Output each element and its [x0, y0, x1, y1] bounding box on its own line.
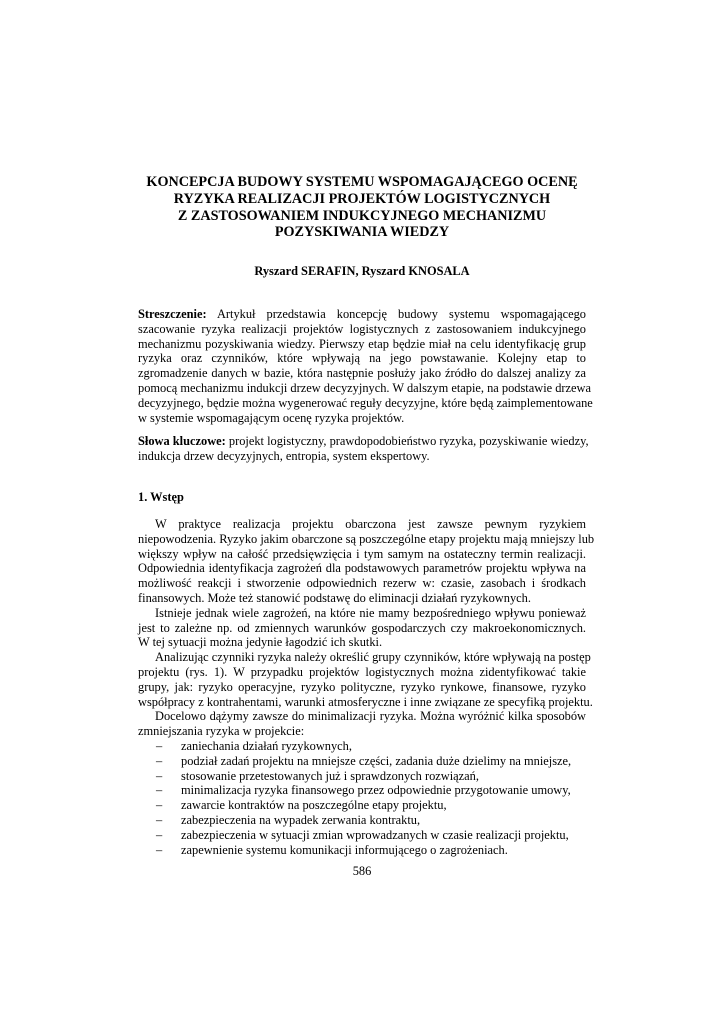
list-item-text: minimalizacja ryzyka finansowego przez odpowiednie przygotowanie umowy,: [181, 783, 571, 798]
list-item: [138, 828, 586, 843]
body-line: Odpowiednia identyfikacja zagrożeń dla podstawowych parametrów projektu wpływa na: [138, 561, 586, 576]
body-line: większy wpływ na całość przedsięwzięcia i tym samym na ostateczny termin realizacji.: [138, 546, 586, 561]
section-heading: 1. Wstęp: [138, 490, 184, 504]
title-line: RYZYKA REALIZACJI PROJEKTÓW LOGISTYCZNYCH: [173, 190, 551, 207]
abstract-line: ryzyka oraz czynników, które wpływają na jego powstawanie. Kolejny etap to: [138, 351, 586, 366]
abstract-line: zgromadzenie danych w bazie, która następnie posłuży jako źródło do dalszej analizy za: [138, 366, 586, 381]
body-line: projektu (rys. 1). W przypadku projektów logistycznych można zidentyfikować takie: [138, 664, 586, 679]
keywords-label: Słowa kluczowe:: [138, 434, 226, 448]
list-item: [138, 769, 586, 784]
body-line: finansowych. Może też stanowić podstawę do eliminacji działań ryzykownych.: [138, 590, 531, 605]
abstract-line: Artykuł przedstawia koncepcję budowy systemu wspomagającego: [216, 307, 586, 321]
abstract: [138, 307, 593, 425]
dash-bullet: –: [156, 738, 163, 753]
body-line: W tej sytuacji można jedynie łagodzić ich skutki.: [138, 635, 383, 650]
abstract-label: Streszczenie:: [138, 307, 207, 321]
list-item-text: zapewnienie systemu komunikacji informującego o zagrożeniach.: [181, 842, 508, 857]
list-item-text: zawarcie kontraktów na poszczególne etapy projektu,: [181, 798, 447, 813]
body-line: możliwość reakcji i stworzenie odpowiednich rezerw w: czasie, zasobach i środkach: [138, 576, 586, 591]
paper-title: [100, 174, 624, 241]
list-item-text: zaniechania działań ryzykownych,: [181, 738, 352, 753]
body-line: Analizując czynniki ryzyka należy określić grupy czynników, które wpływają na postęp: [155, 650, 591, 665]
list-item-text: podział zadań projektu na mniejsze części, zadania duże dzielimy na mniejsze,: [181, 753, 572, 768]
title-line: Z ZASTOSOWANIEM INDUKCYJNEGO MECHANIZMU: [177, 207, 547, 224]
dash-bullet: –: [156, 812, 163, 827]
body-line: jest to zależne np. od zmiennych warunków gospodarczych czy makroekonomicznych.: [138, 620, 586, 635]
dash-bullet: –: [156, 753, 163, 768]
list-item-text: zabezpieczenia w sytuacji zmian wprowadzanych w czasie realizacji projektu,: [181, 827, 569, 842]
dash-bullet: –: [156, 768, 163, 783]
list-item-text: zabezpieczenia na wypadek zerwania kontraktu,: [181, 812, 421, 827]
page-number: 586: [352, 864, 372, 878]
list-item: [138, 843, 586, 858]
list-item: [138, 754, 586, 769]
abstract-line: decyzyjnego, będzie można wygenerować reguły decyzyjne, które będą zaimplementowane: [138, 395, 593, 410]
abstract-line-first: [138, 307, 586, 322]
title-line: KONCEPCJA BUDOWY SYSTEMU WSPOMAGAJĄCEGO OCENĘ: [146, 174, 578, 190]
body-line: W praktyce realizacja projektu obarczona jest zawsze pewnym ryzykiem: [155, 517, 586, 531]
dash-bullet: –: [156, 798, 163, 813]
risk-reduction-list: [138, 739, 586, 857]
keywords-line: projekt logistyczny, prawdopodobieństwo ryzyka, pozyskiwanie wiedzy,: [228, 434, 589, 448]
keywords-line-first: [138, 434, 589, 449]
abstract-line: mechanizmu pozyskiwania wiedzy. Pierwszy etap będzie miał na celu identyfikację grup: [138, 336, 586, 351]
title-line: POZYSKIWANIA WIEDZY: [274, 224, 450, 241]
keywords: [138, 434, 589, 464]
dash-bullet: –: [156, 827, 163, 842]
body-line: niepowodzenia. Ryzyko jakim obarczone są poszczególne etapy projektu mają mniejszy lub: [138, 531, 595, 546]
body-line: Docelowo dążymy zawsze do minimalizacji ryzyka. Można wyróżnić kilka sposobów: [155, 709, 586, 724]
authors: Ryszard SERAFIN, Ryszard KNOSALA: [254, 264, 470, 278]
dash-bullet: –: [156, 842, 163, 857]
body-line: grupy, jak: ryzyko operacyjne, ryzyko polityczne, ryzyko rynkowe, finansowe, ryzyko: [138, 679, 586, 694]
abstract-line: pomocą mechanizmu indukcji drzew decyzyjnych. W dalszym etapie, na podstawie drzewa: [138, 380, 592, 395]
list-item-text: stosowanie przetestowanych już i sprawdzonych rozwiązań,: [181, 768, 479, 783]
body-line: współpracy z kontrahentami, warunki atmosferyczne i inne związane ze specyfiką projektu.: [138, 694, 593, 709]
dash-bullet: –: [156, 783, 163, 798]
list-item: [138, 813, 586, 828]
section-body: [138, 517, 595, 857]
body-line: Istnieje jednak wiele zagrożeń, na które nie mamy bezpośredniego wpływu ponieważ: [155, 605, 586, 620]
list-item: [138, 739, 586, 754]
list-item: [138, 783, 586, 798]
body-line: zmniejszania ryzyka w projekcie:: [138, 724, 305, 739]
abstract-line: w systemie wspomagającym ocenę ryzyka projektów.: [138, 410, 405, 425]
list-item: [138, 798, 586, 813]
abstract-line: szacowanie ryzyka realizacji projektów logistycznych z zastosowaniem indukcyjnego: [138, 321, 586, 336]
keywords-line: indukcja drzew decyzyjnych, entropia, system ekspertowy.: [138, 448, 430, 463]
